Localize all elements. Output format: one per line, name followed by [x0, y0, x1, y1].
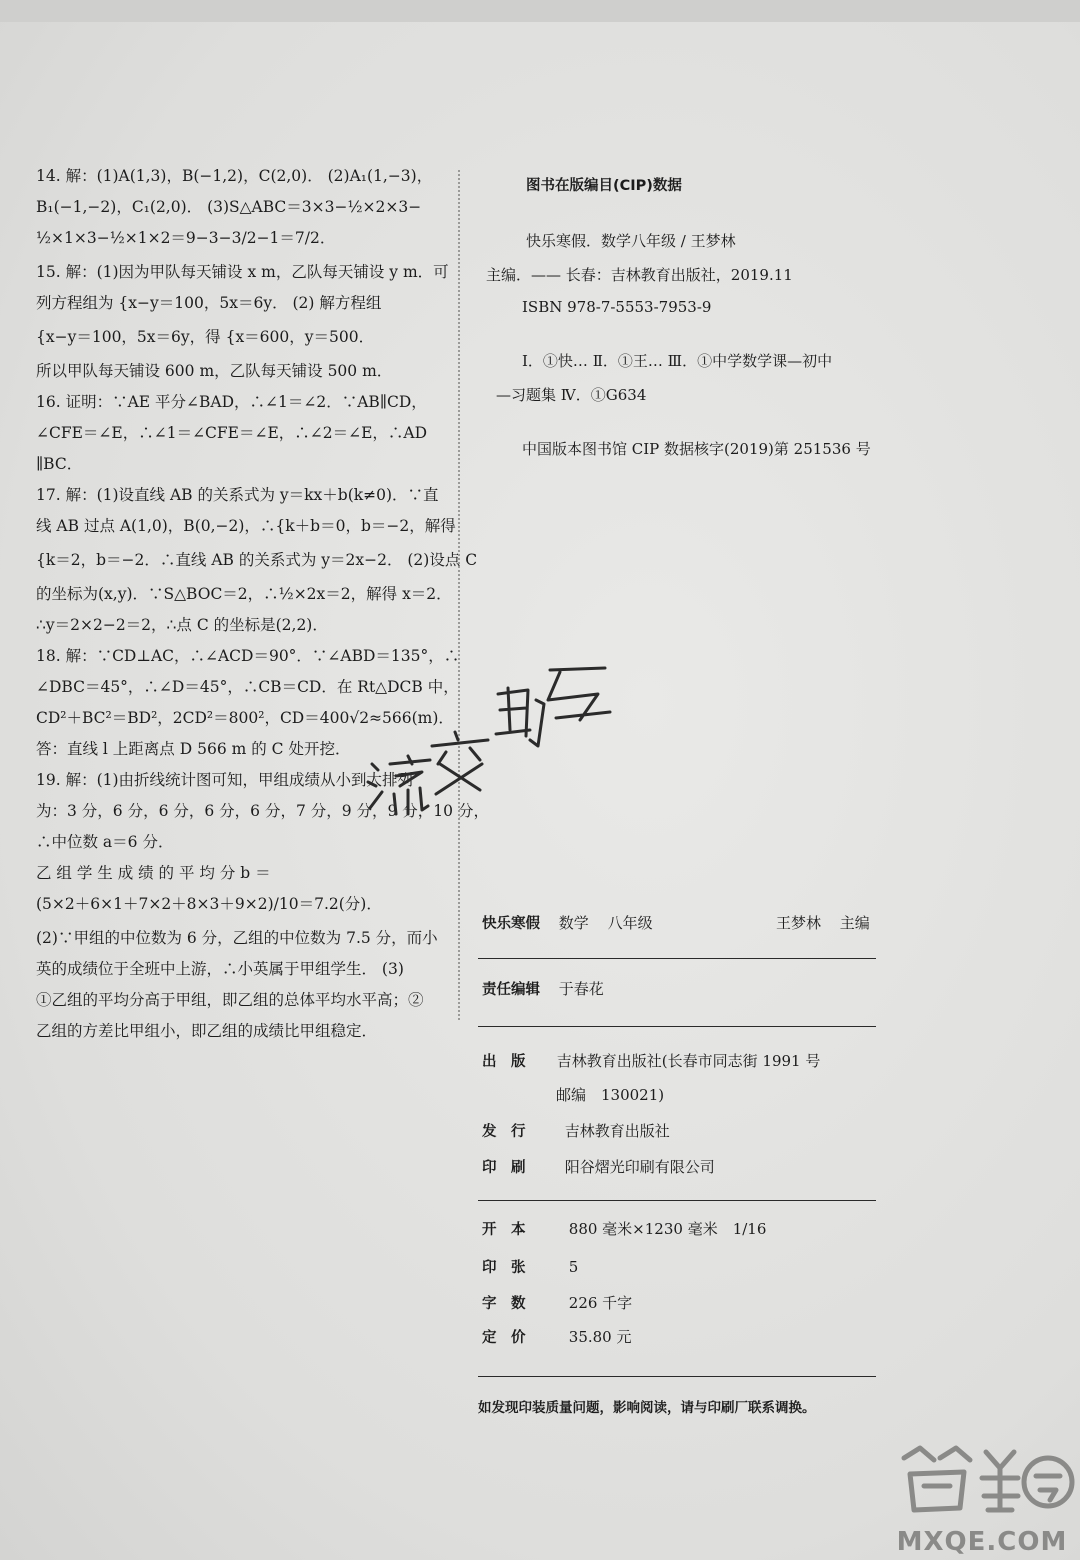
responsible-editor-value: 于春花	[558, 980, 604, 998]
editor-name: 王梦林	[776, 914, 822, 932]
words-row	[482, 1292, 632, 1313]
answer-line: 英的成绩位于全班中上游，∴小英属于甲组学生． (3)	[36, 960, 404, 978]
cip-title: 图书在版编目(CIP)数据	[526, 178, 682, 194]
answer-line: 线 AB 过点 A(1,0)，B(0,−2)，∴{k＋b＝0，b＝−2，解得	[36, 517, 456, 535]
words-value: 226 千字	[568, 1294, 633, 1312]
answer-line: 18. 解：∵CD⊥AC，∴∠ACD＝90°．∵∠ABD＝135°，∴	[36, 647, 460, 665]
answer-line: 14. 解：(1)A(1,3)，B(−1,2)，C(2,0)． (2)A₁(1,−3)，	[36, 167, 433, 185]
book-grade: 八年级	[607, 914, 653, 932]
price-value: 35.80 元	[568, 1328, 632, 1346]
divider-rule	[478, 958, 876, 959]
words-label: 字 数	[482, 1296, 526, 1312]
cip-line: 主编．—— 长春：吉林教育出版社，2019.11	[486, 266, 793, 284]
answer-line: 19. 解：(1)由折线统计图可知，甲组成绩从小到大排列	[36, 771, 414, 789]
distribute-value: 吉林教育出版社	[564, 1122, 670, 1140]
answer-line: 所以甲队每天铺设 600 m，乙队每天铺设 500 m．	[36, 362, 393, 380]
responsible-editor-label: 责任编辑	[482, 982, 540, 998]
print-row	[482, 1156, 715, 1177]
publish-row	[482, 1050, 820, 1071]
divider-rule	[478, 1026, 876, 1027]
scan-top-band	[0, 0, 1080, 22]
price-row	[482, 1326, 632, 1347]
cip-line: ISBN 978-7-5553-7953-9	[522, 298, 712, 316]
answer-line: ∠DBC＝45°，∴∠D＝45°，∴CB＝CD．在 Rt△DCB 中，	[36, 678, 459, 696]
sheets-row	[482, 1256, 578, 1277]
answer-line: 17. 解：(1)设直线 AB 的关系式为 y＝kx＋b(k≠0)．∵直	[36, 486, 439, 504]
distribute-label: 发 行	[482, 1124, 526, 1140]
watermark-text: MXQE.COM	[896, 1527, 1068, 1557]
publish-value: 吉林教育出版社(长春市同志街 1991 号	[556, 1052, 821, 1070]
book-title: 快乐寒假	[482, 916, 540, 932]
watermark-logo	[890, 1438, 1075, 1558]
divider-rule	[478, 1200, 876, 1201]
answer-line: ½×1×3−½×1×2＝9−3−3/2−1＝7/2．	[36, 229, 336, 247]
answer-line: ∴中位数 a＝6 分．	[36, 833, 174, 851]
print-label: 印 刷	[482, 1160, 526, 1176]
column-divider	[458, 170, 460, 1020]
cip-line: 中国版本图书馆 CIP 数据核字(2019)第 251536 号	[522, 440, 871, 458]
answer-line: 的坐标为(x,y)．∵S△BOC＝2，∴½×2x＝2，解得 x＝2．	[36, 585, 452, 603]
answer-line: {k＝2，b＝−2．∴直线 AB 的关系式为 y＝2x−2． (2)设点 C	[36, 551, 478, 569]
sheets-label: 印 张	[482, 1260, 526, 1276]
format-label: 开 本	[482, 1222, 526, 1238]
cip-line: Ⅰ．①快… Ⅱ．①王… Ⅲ．①中学数学课—初中	[522, 352, 833, 370]
answer-line: (2)∵甲组的中位数为 6 分，乙组的中位数为 7.5 分，而小	[36, 929, 438, 947]
format-value: 880 毫米×1230 毫米 1/16	[568, 1220, 767, 1238]
answer-line: ∠CFE＝∠E，∴∠1＝∠CFE＝∠E，∴∠2＝∠E，∴AD	[36, 424, 428, 442]
answer-line: 15. 解：(1)因为甲队每天铺设 x m，乙队每天铺设 y m．可	[36, 263, 449, 281]
print-value: 阳谷熠光印刷有限公司	[564, 1158, 715, 1176]
book-editor	[776, 912, 870, 933]
answer-line: {x−y＝100，5x＝6y，得 {x＝600，y＝500．	[36, 328, 375, 346]
answer-line: 16. 证明：∵AE 平分∠BAD，∴∠1＝∠2．∵AB∥CD，	[36, 393, 427, 411]
book-subject: 数学	[558, 914, 589, 932]
answer-line: ∥BC．	[36, 455, 83, 473]
editor-role: 主编	[839, 914, 870, 932]
book-title-row	[482, 912, 653, 933]
answer-line: ∴y＝2×2−2＝2，∴点 C 的坐标是(2,2)．	[36, 616, 328, 634]
answer-line: ①乙组的平均分高于甲组，即乙组的总体平均水平高；②	[36, 991, 424, 1009]
publish-postcode: 邮编 130021)	[556, 1086, 665, 1104]
distribute-row	[482, 1120, 670, 1141]
answer-line: (5×2＋6×1＋7×2＋8×3＋9×2)/10＝7.2(分)．	[36, 895, 382, 913]
answer-column	[36, 164, 489, 1050]
publish-label: 出 版	[482, 1054, 526, 1070]
cip-line: 快乐寒假．数学八年级 / 王梦林	[526, 232, 736, 250]
quality-note: 如发现印装质量问题，影响阅读，请与印刷厂联系调换。	[478, 1400, 816, 1416]
answer-line: 为：3 分，6 分，6 分，6 分，6 分，7 分，9 分，9 分，10 分，	[36, 802, 489, 820]
answer-line: 答：直线 l 上距离点 D 566 m 的 C 处开挖．	[36, 740, 351, 758]
cip-line: —习题集 Ⅳ．①G634	[496, 386, 647, 404]
sheets-value: 5	[568, 1258, 579, 1276]
handwritten-annotation	[360, 660, 660, 820]
answer-line: 列方程组为 {x−y＝100，5x＝6y． (2) 解方程组	[36, 294, 382, 312]
answer-line: 乙 组 学 生 成 绩 的 平 均 分 b ＝	[36, 864, 271, 882]
answer-line: CD²＋BC²＝BD²，2CD²＝800²，CD＝400√2≈566(m)．	[36, 709, 454, 727]
answer-line: B₁(−1,−2)，C₁(2,0)． (3)S△ABC＝3×3−½×2×3−	[36, 198, 422, 216]
answer-line: 乙组的方差比甲组小，即乙组的成绩比甲组稳定．	[36, 1022, 378, 1040]
format-row	[482, 1218, 766, 1239]
price-label: 定 价	[482, 1330, 526, 1346]
responsible-editor-row	[482, 978, 604, 999]
divider-rule	[478, 1376, 876, 1377]
